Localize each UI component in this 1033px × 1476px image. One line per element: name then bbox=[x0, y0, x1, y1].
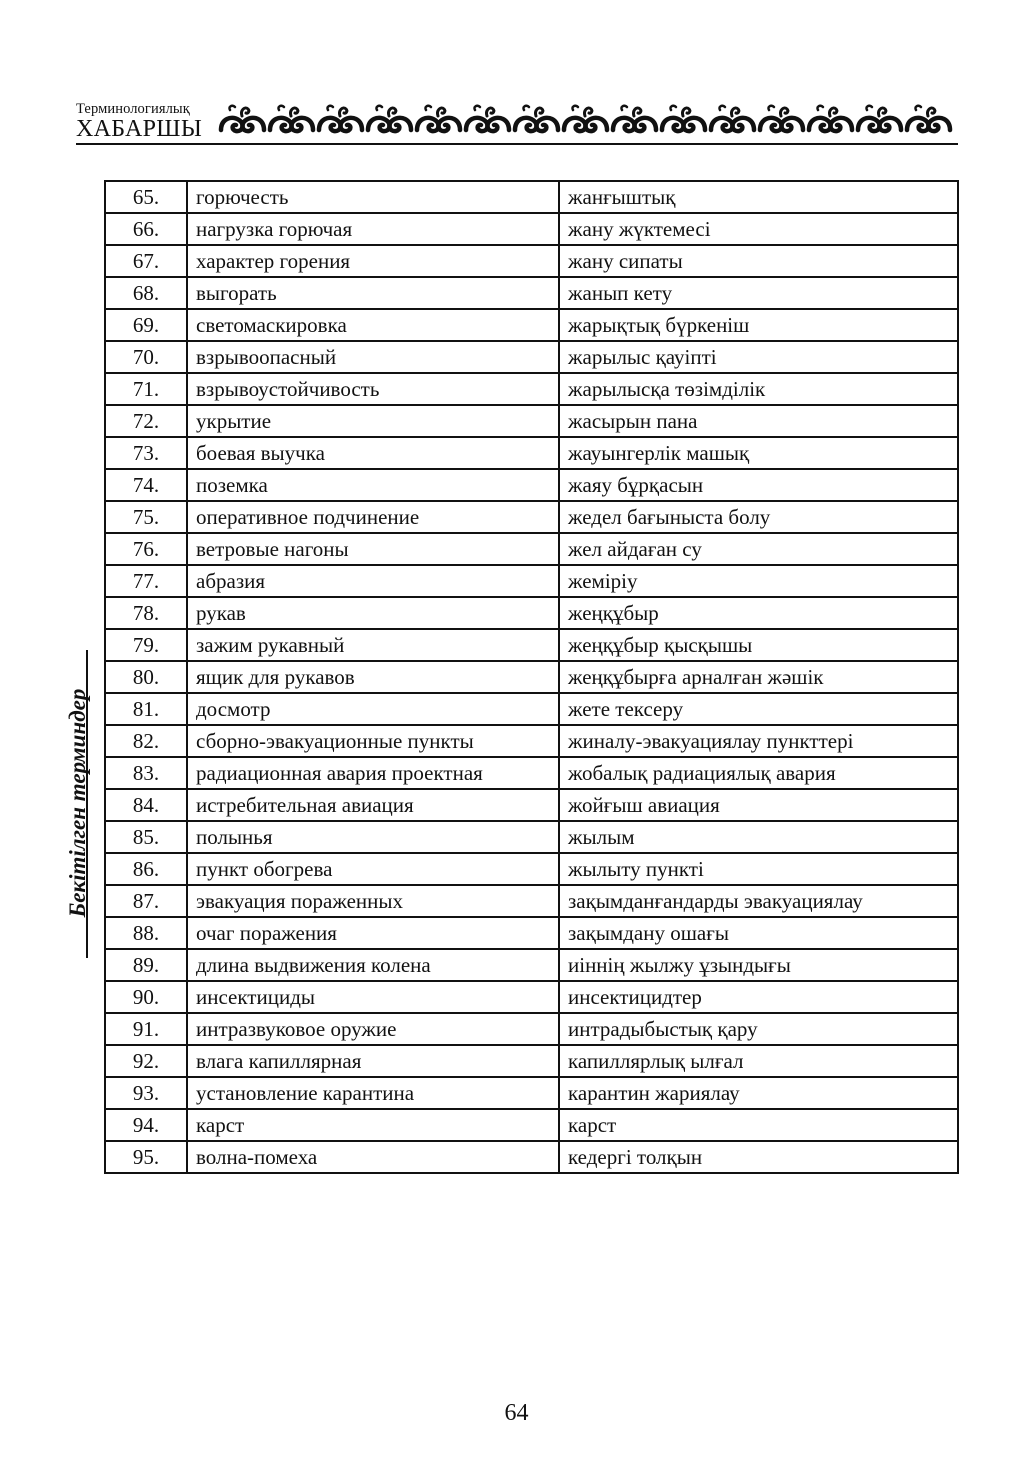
term-number-cell: 87. bbox=[105, 885, 187, 917]
kazakh-term-cell: жете тексеру bbox=[559, 693, 958, 725]
table-row bbox=[105, 725, 958, 757]
russian-term-cell: оперативное подчинение bbox=[187, 501, 559, 533]
header-divider bbox=[76, 143, 958, 145]
russian-term-cell: волна-помеха bbox=[187, 1141, 559, 1173]
term-number-cell: 82. bbox=[105, 725, 187, 757]
table-row bbox=[105, 693, 958, 725]
russian-term-cell: сборно-эвакуационные пункты bbox=[187, 725, 559, 757]
russian-term-cell: взрывоустойчивость bbox=[187, 373, 559, 405]
table-row bbox=[105, 885, 958, 917]
kazakh-term-cell: жеңқұбыр bbox=[559, 597, 958, 629]
table-row bbox=[105, 981, 958, 1013]
term-number-cell: 83. bbox=[105, 757, 187, 789]
header-title: ХАБАРШЫ bbox=[76, 116, 203, 142]
term-number-cell: 70. bbox=[105, 341, 187, 373]
russian-term-cell: досмотр bbox=[187, 693, 559, 725]
russian-term-cell: эвакуация пораженных bbox=[187, 885, 559, 917]
russian-term-cell: длина выдвижения колена bbox=[187, 949, 559, 981]
kazakh-term-cell: жауынгерлік машық bbox=[559, 437, 958, 469]
kazakh-term-cell: кедергі толқын bbox=[559, 1141, 958, 1173]
kazakh-term-cell: карантин жариялау bbox=[559, 1077, 958, 1109]
russian-term-cell: характер горения bbox=[187, 245, 559, 277]
table-row bbox=[105, 373, 958, 405]
russian-term-cell: установление карантина bbox=[187, 1077, 559, 1109]
kazakh-term-cell: инсектицидтер bbox=[559, 981, 958, 1013]
ornament-border-icon bbox=[218, 100, 958, 142]
table-row bbox=[105, 341, 958, 373]
term-number-cell: 71. bbox=[105, 373, 187, 405]
table-row bbox=[105, 309, 958, 341]
russian-term-cell: нагрузка горючая bbox=[187, 213, 559, 245]
russian-term-cell: выгорать bbox=[187, 277, 559, 309]
kazakh-term-cell: карст bbox=[559, 1109, 958, 1141]
table-row bbox=[105, 213, 958, 245]
table-row bbox=[105, 757, 958, 789]
russian-term-cell: светомаскировка bbox=[187, 309, 559, 341]
kazakh-term-cell: жедел бағыныста болу bbox=[559, 501, 958, 533]
term-number-cell: 65. bbox=[105, 181, 187, 213]
term-number-cell: 66. bbox=[105, 213, 187, 245]
kazakh-term-cell: жиналу-эвакуациялау пункттері bbox=[559, 725, 958, 757]
kazakh-term-cell: жарылыс қауіпті bbox=[559, 341, 958, 373]
term-number-cell: 72. bbox=[105, 405, 187, 437]
terms-table-body bbox=[105, 181, 958, 1173]
russian-term-cell: зажим рукавный bbox=[187, 629, 559, 661]
term-number-cell: 94. bbox=[105, 1109, 187, 1141]
kazakh-term-cell: жел айдаған су bbox=[559, 533, 958, 565]
table-row bbox=[105, 597, 958, 629]
kazakh-term-cell: жылым bbox=[559, 821, 958, 853]
table-row bbox=[105, 1109, 958, 1141]
term-number-cell: 91. bbox=[105, 1013, 187, 1045]
russian-term-cell: полынья bbox=[187, 821, 559, 853]
term-number-cell: 85. bbox=[105, 821, 187, 853]
term-number-cell: 75. bbox=[105, 501, 187, 533]
term-number-cell: 67. bbox=[105, 245, 187, 277]
table-row bbox=[105, 565, 958, 597]
russian-term-cell: влага капиллярная bbox=[187, 1045, 559, 1077]
table-row bbox=[105, 949, 958, 981]
table-row bbox=[105, 789, 958, 821]
kazakh-term-cell: зақымдану ошағы bbox=[559, 917, 958, 949]
kazakh-term-cell: жасырын пана bbox=[559, 405, 958, 437]
term-number-cell: 84. bbox=[105, 789, 187, 821]
kazakh-term-cell: жанғыштық bbox=[559, 181, 958, 213]
russian-term-cell: абразия bbox=[187, 565, 559, 597]
term-number-cell: 79. bbox=[105, 629, 187, 661]
table-row bbox=[105, 437, 958, 469]
kazakh-term-cell: капиллярлық ылғал bbox=[559, 1045, 958, 1077]
kazakh-term-cell: жану жүктемесі bbox=[559, 213, 958, 245]
russian-term-cell: боевая выучка bbox=[187, 437, 559, 469]
term-number-cell: 90. bbox=[105, 981, 187, 1013]
kazakh-term-cell: интрадыбыстық қару bbox=[559, 1013, 958, 1045]
russian-term-cell: очаг поражения bbox=[187, 917, 559, 949]
term-number-cell: 88. bbox=[105, 917, 187, 949]
russian-term-cell: пункт обогрева bbox=[187, 853, 559, 885]
table-row bbox=[105, 1013, 958, 1045]
russian-term-cell: рукав bbox=[187, 597, 559, 629]
page-header bbox=[76, 100, 958, 148]
russian-term-cell: горючесть bbox=[187, 181, 559, 213]
table-row bbox=[105, 821, 958, 853]
kazakh-term-cell: жану сипаты bbox=[559, 245, 958, 277]
term-number-cell: 80. bbox=[105, 661, 187, 693]
kazakh-term-cell: жарықтық бүркеніш bbox=[559, 309, 958, 341]
term-number-cell: 77. bbox=[105, 565, 187, 597]
russian-term-cell: интразвуковое оружие bbox=[187, 1013, 559, 1045]
table-row bbox=[105, 1077, 958, 1109]
term-number-cell: 93. bbox=[105, 1077, 187, 1109]
kazakh-term-cell: жанып кету bbox=[559, 277, 958, 309]
page-number: 64 bbox=[504, 1400, 529, 1426]
russian-term-cell: истребительная авиация bbox=[187, 789, 559, 821]
term-number-cell: 81. bbox=[105, 693, 187, 725]
term-number-cell: 74. bbox=[105, 469, 187, 501]
kazakh-term-cell: зақымданғандарды эвакуациялау bbox=[559, 885, 958, 917]
table-row bbox=[105, 917, 958, 949]
russian-term-cell: взрывоопасный bbox=[187, 341, 559, 373]
table-row bbox=[105, 533, 958, 565]
kazakh-term-cell: жойғыш авиация bbox=[559, 789, 958, 821]
table-row bbox=[105, 405, 958, 437]
russian-term-cell: карст bbox=[187, 1109, 559, 1141]
terms-table bbox=[104, 180, 959, 1174]
russian-term-cell: ветровые нагоны bbox=[187, 533, 559, 565]
term-number-cell: 95. bbox=[105, 1141, 187, 1173]
side-label-text: Бекітілген терминдер bbox=[65, 688, 90, 918]
table-row bbox=[105, 629, 958, 661]
table-row bbox=[105, 1141, 958, 1173]
table-row bbox=[105, 277, 958, 309]
table-row bbox=[105, 245, 958, 277]
kazakh-term-cell: жаяу бұрқасын bbox=[559, 469, 958, 501]
kazakh-term-cell: жеңқұбырға арналған жәшік bbox=[559, 661, 958, 693]
russian-term-cell: поземка bbox=[187, 469, 559, 501]
russian-term-cell: инсектициды bbox=[187, 981, 559, 1013]
kazakh-term-cell: жарылысқа төзімділік bbox=[559, 373, 958, 405]
russian-term-cell: ящик для рукавов bbox=[187, 661, 559, 693]
term-number-cell: 68. bbox=[105, 277, 187, 309]
kazakh-term-cell: иіннің жылжу ұзындығы bbox=[559, 949, 958, 981]
table-row bbox=[105, 469, 958, 501]
side-section-label bbox=[56, 650, 96, 958]
header-subtitle: Терминологиялық bbox=[76, 101, 190, 117]
table-row bbox=[105, 181, 958, 213]
term-number-cell: 86. bbox=[105, 853, 187, 885]
term-number-cell: 69. bbox=[105, 309, 187, 341]
table-row bbox=[105, 501, 958, 533]
term-number-cell: 73. bbox=[105, 437, 187, 469]
russian-term-cell: укрытие bbox=[187, 405, 559, 437]
term-number-cell: 92. bbox=[105, 1045, 187, 1077]
term-number-cell: 76. bbox=[105, 533, 187, 565]
kazakh-term-cell: жеміріу bbox=[559, 565, 958, 597]
table-row bbox=[105, 661, 958, 693]
term-number-cell: 89. bbox=[105, 949, 187, 981]
kazakh-term-cell: жеңқұбыр қысқышы bbox=[559, 629, 958, 661]
kazakh-term-cell: жылыту пункті bbox=[559, 853, 958, 885]
table-row bbox=[105, 853, 958, 885]
kazakh-term-cell: жобалық радиациялық авария bbox=[559, 757, 958, 789]
term-number-cell: 78. bbox=[105, 597, 187, 629]
table-row bbox=[105, 1045, 958, 1077]
russian-term-cell: радиационная авария проектная bbox=[187, 757, 559, 789]
